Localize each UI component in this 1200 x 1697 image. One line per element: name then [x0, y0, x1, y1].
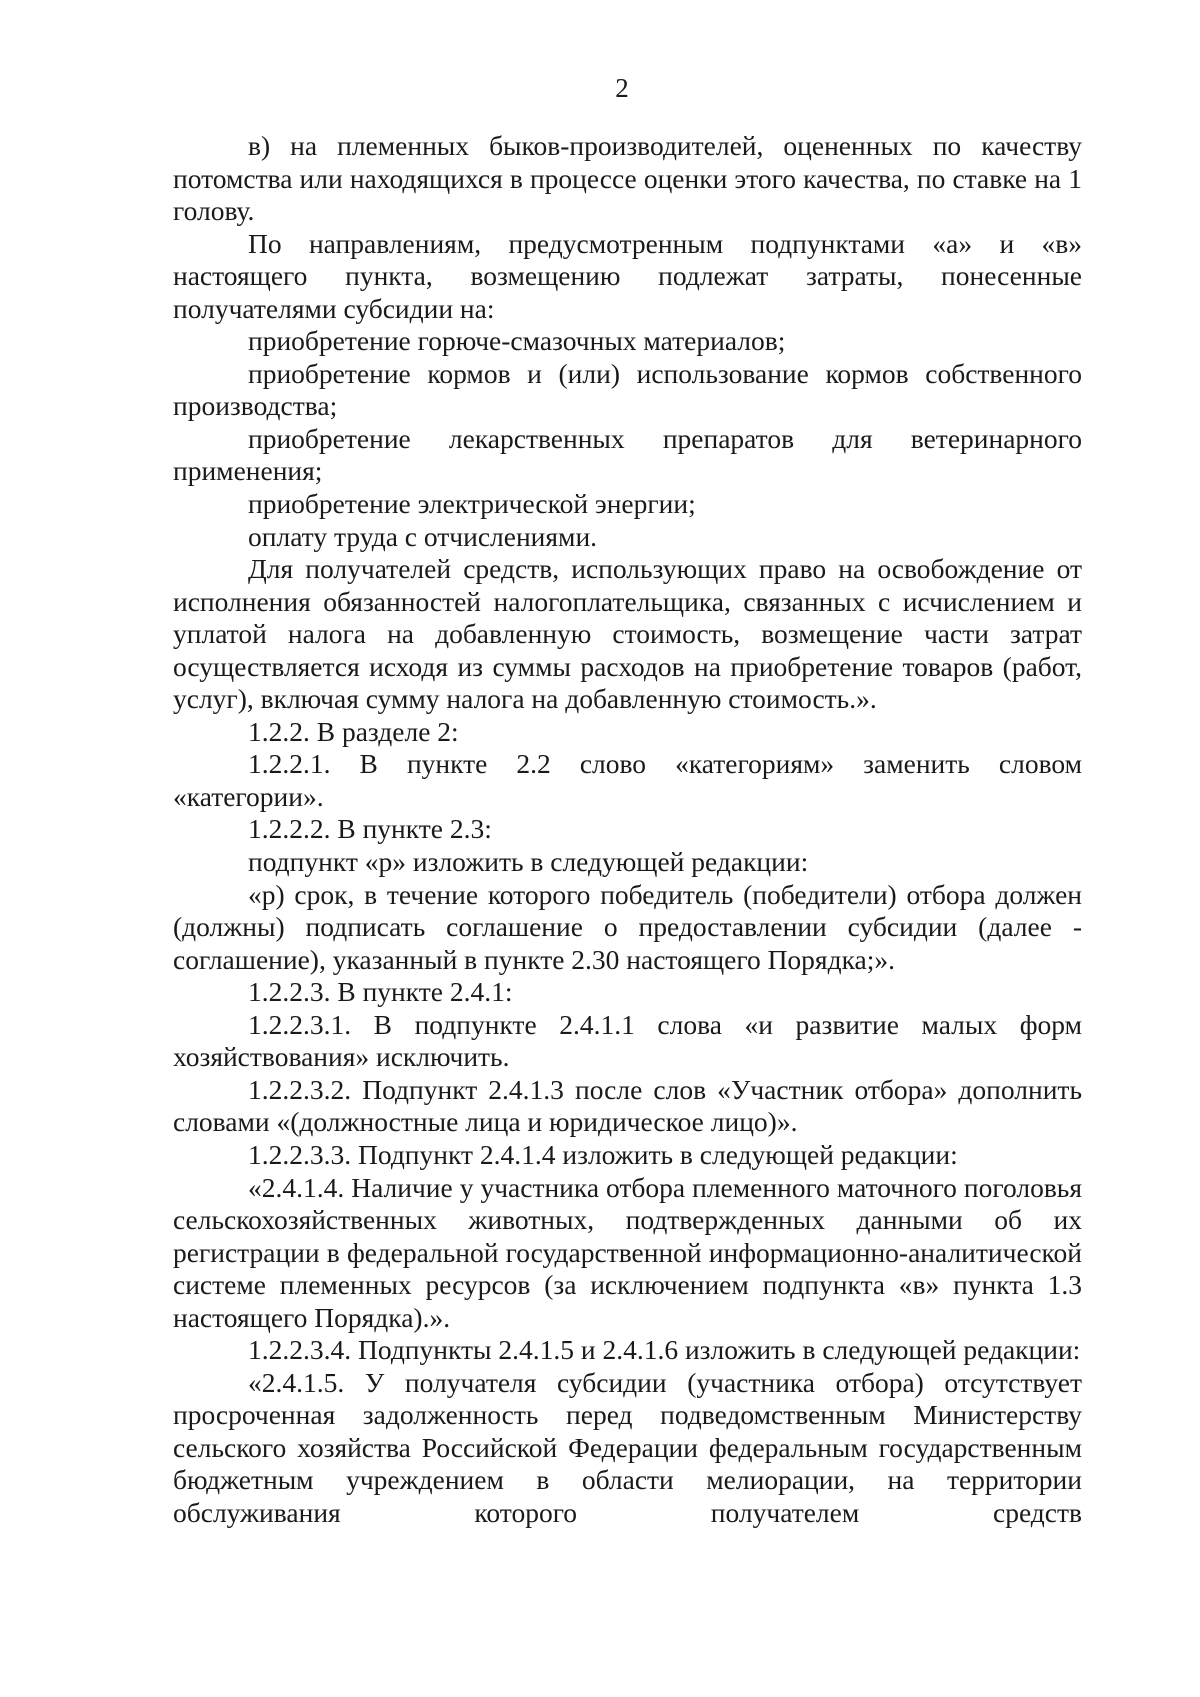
paragraph: По направлениям, предусмотренным подпунктами «а» и «в» настоящего пункта, возмещению подлежат затраты, понесенные получателями субсидии на:	[173, 227, 1082, 324]
paragraph: 1.2.2.1. В пункте 2.2 слово «категориям» заменить словом «категории».	[173, 748, 1082, 812]
paragraph: 1.2.2.3. В пункте 2.4.1:	[248, 976, 513, 1008]
paragraph: 1.2.2.2. В пункте 2.3:	[248, 813, 492, 845]
document-body	[173, 130, 1082, 1530]
paragraph: приобретение кормов и (или) использование кормов собственного производства;	[173, 357, 1082, 422]
paragraph: 1.2.2.3.2. Подпункт 2.4.1.3 после слов «Участник отбора» дополнить словами «(должностные лица и юридическое лицо)».	[173, 1073, 1082, 1138]
paragraph: приобретение лекарственных препаратов для ветеринарного применения;	[173, 422, 1082, 487]
paragraph: 1.2.2.3.3. Подпункт 2.4.1.4 изложить в следующей редакции:	[248, 1138, 958, 1170]
paragraph: «2.4.1.4. Наличие у участника отбора племенного маточного поголовья сельскохозяйственных животных, подтвержденных данными об их регистрации в федеральной государственной информационно-аналитической системе племенных ресурсов (за исключением подпункта «в» пункта 1.3 настоящего Порядка).».	[173, 1171, 1082, 1333]
paragraph: оплату труда с отчислениями.	[248, 520, 598, 552]
paragraph: приобретение горюче-смазочных материалов;	[248, 325, 786, 357]
paragraph: приобретение электрической энергии;	[248, 488, 696, 520]
paragraph: 1.2.2.3.4. Подпункты 2.4.1.5 и 2.4.1.6 изложить в следующей редакции:	[248, 1334, 1081, 1366]
paragraph: 1.2.2.3.1. В подпункте 2.4.1.1 слова «и развитие малых форм хозяйствования» исключить.	[173, 1008, 1082, 1073]
paragraph: «р) срок, в течение которого победитель (победители) отбора должен (должны) подписать соглашение о предоставлении субсидии (далее - соглашение), указанный в пункте 2.30 настоящего Порядка;».	[173, 878, 1082, 975]
paragraph: Для получателей средств, использующих право на освобождение от исполнения обязанностей налогоплательщика, связанных с исчислением и уплатой налога на добавленную стоимость, возмещение части затрат осуществляется исходя из суммы расходов на приобретение товаров (работ, услуг), включая сумму налога на добавленную стоимость.».	[173, 553, 1082, 715]
page-number: 2	[615, 73, 629, 103]
paragraph: 1.2.2. В разделе 2:	[248, 715, 459, 747]
paragraph: «2.4.1.5. У получателя субсидии (участника отбора) отсутствует просроченная задолженность перед подведомственным Министерству сельского хозяйства Российской Федерации федеральным государственным бюджетным учреждением в области мелиорации, на территории обслуживания которого получателем средств	[173, 1366, 1082, 1528]
paragraph: в) на племенных быков-производителей, оцененных по качеству потомства или находящихся в процессе оценки этого качества, по ставке на 1 голову.	[173, 130, 1082, 227]
paragraph: подпункт «р» изложить в следующей редакции:	[248, 846, 809, 878]
